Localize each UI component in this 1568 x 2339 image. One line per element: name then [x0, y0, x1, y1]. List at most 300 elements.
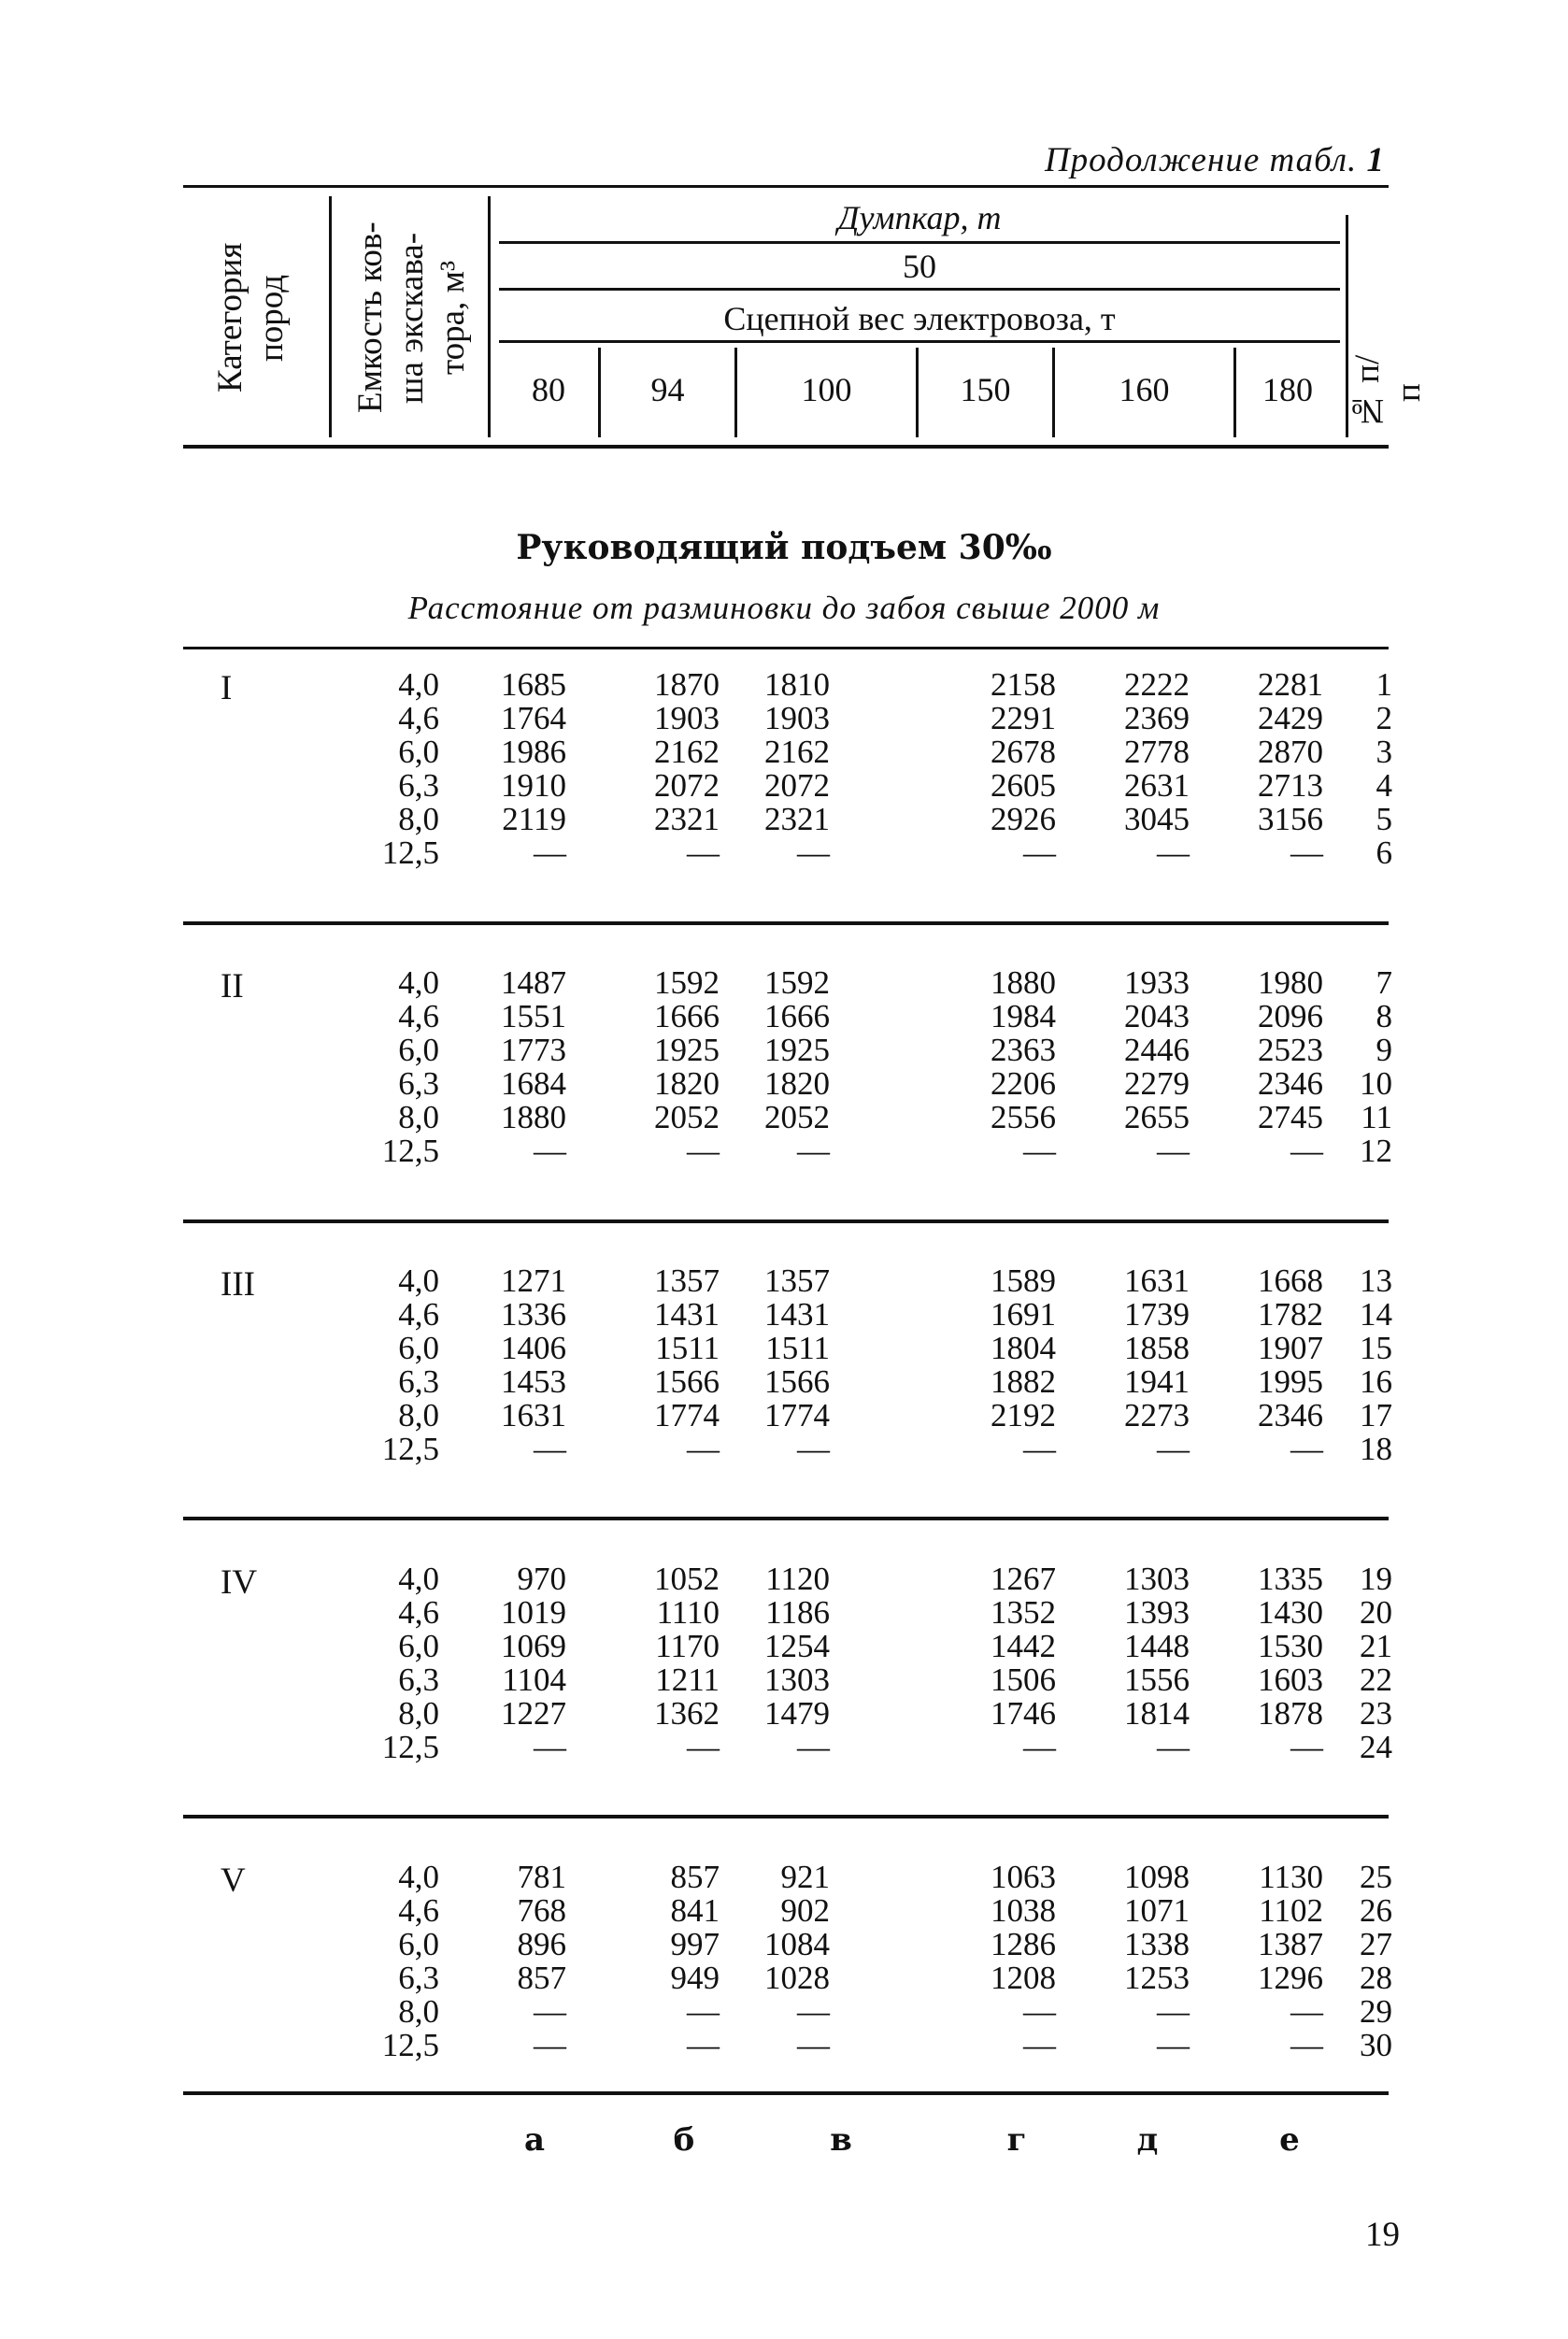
category-group [0, 1861, 1568, 2075]
table-cell: 2678 [991, 734, 1056, 770]
table-cell: 1254 [764, 1628, 830, 1664]
table-cell: 1746 [991, 1695, 1056, 1732]
table-cell: 1631 [501, 1397, 566, 1433]
table-cell: 6,0 [398, 1032, 439, 1068]
header-row-number: № п/п [1348, 354, 1428, 431]
table-cell: 1764 [501, 700, 566, 736]
table-cell: 1603 [1258, 1662, 1323, 1698]
table-cell: — [797, 1133, 830, 1169]
table-cell: 1120 [765, 1561, 830, 1597]
table-cell: 4,0 [398, 964, 439, 1001]
table-cell: 1208 [991, 1960, 1056, 1996]
table-cell: 2279 [1124, 1065, 1190, 1102]
table-cell: — [1023, 1133, 1056, 1169]
table-cell: 25 [1360, 1859, 1392, 1895]
table-cell: 1227 [501, 1695, 566, 1732]
table-cell: 3 [1376, 734, 1392, 770]
table-cell: 1903 [764, 700, 830, 736]
table-cell: 29 [1360, 1993, 1392, 2030]
table-cell: 1804 [991, 1330, 1056, 1366]
table-cell: 7 [1376, 964, 1392, 1001]
table-cell: 1211 [655, 1662, 720, 1698]
table-cell: 8,0 [398, 801, 439, 837]
table-cell: 2926 [991, 801, 1056, 837]
table-cell: — [687, 1133, 720, 1169]
value-column [671, 1861, 720, 2062]
table-cell: 1071 [1124, 1892, 1190, 1929]
table-cell: 12,5 [381, 1729, 439, 1765]
table-cell: — [1023, 1993, 1056, 2030]
table-cell: 1271 [501, 1262, 566, 1299]
table-cell: 1882 [991, 1363, 1056, 1400]
table-cell: 1691 [991, 1296, 1056, 1333]
table-cell: 1774 [654, 1397, 720, 1433]
table-cell: 768 [517, 1892, 566, 1929]
value-column [1258, 966, 1323, 1168]
table-cell: 4,0 [398, 1561, 439, 1597]
table-cell: 20 [1360, 1594, 1392, 1631]
table-cell: 1820 [654, 1065, 720, 1102]
table-cell: 6,3 [398, 767, 439, 804]
table-cell: 1878 [1258, 1695, 1323, 1732]
table-cell: 6 [1376, 834, 1392, 871]
value-column [991, 668, 1056, 870]
table-cell: 1530 [1258, 1628, 1323, 1664]
table-cell: 28 [1360, 1960, 1392, 1996]
continuation-caption [1045, 140, 1385, 180]
table-cell: — [1157, 1729, 1190, 1765]
table-cell: 1858 [1124, 1330, 1190, 1366]
row-number-column [1360, 1264, 1392, 1466]
table-cell: 2119 [502, 801, 566, 837]
table-cell: 1110 [656, 1594, 720, 1631]
table-cell: 1941 [1124, 1363, 1190, 1400]
table-cell: 1592 [654, 964, 720, 1001]
value-column [1258, 668, 1323, 870]
table-cell: 6,0 [398, 1628, 439, 1664]
table-cell: 6,0 [398, 1926, 439, 1962]
column-letter-v: в [830, 2121, 852, 2159]
header-category: Категория пород [211, 242, 291, 393]
table-cell: 902 [780, 1892, 830, 1929]
value-column [764, 1264, 830, 1466]
table-cell: 4,0 [398, 1859, 439, 1895]
table-cell: 2052 [654, 1099, 720, 1135]
table-cell: 8,0 [398, 1695, 439, 1732]
table-cell: 5 [1376, 801, 1392, 837]
table-cell: 1338 [1124, 1926, 1190, 1962]
group-rule-bottom [183, 2091, 1389, 2095]
table-cell: 1170 [655, 1628, 720, 1664]
table-cell: 1357 [654, 1262, 720, 1299]
table-cell: 1038 [991, 1892, 1056, 1929]
table-cell: 4,0 [398, 1262, 439, 1299]
table-cell: 921 [780, 1859, 830, 1895]
table-cell: 26 [1360, 1892, 1392, 1929]
group-rule-top [183, 647, 1389, 649]
header-dumpcar-label: Думпкар, т [837, 199, 1002, 236]
table-cell: — [797, 1993, 830, 2030]
category-label: I [221, 669, 233, 707]
table-cell: 970 [517, 1561, 566, 1597]
table-cell: 1739 [1124, 1296, 1190, 1333]
table-cell: — [534, 1993, 566, 2030]
table-cell: 2778 [1124, 734, 1190, 770]
value-column [654, 966, 720, 1168]
table-cell: 2631 [1124, 767, 1190, 804]
table-cell: 1685 [501, 666, 566, 703]
table-cell: 1880 [501, 1099, 566, 1135]
header-divider-1 [329, 196, 332, 437]
value-column [991, 1562, 1056, 1764]
table-cell: 2 [1376, 700, 1392, 736]
table-cell: 1995 [1258, 1363, 1323, 1400]
value-column [501, 668, 566, 870]
table-cell: 1296 [1258, 1960, 1323, 1996]
table-cell: 6,3 [398, 1363, 439, 1400]
section-subtitle: Расстояние от разминовки до забоя свыше 2000 м [407, 590, 1161, 626]
value-column [501, 1562, 566, 1764]
table-cell: 1782 [1258, 1296, 1323, 1333]
table-cell: 2158 [991, 666, 1056, 703]
table-cell: 2043 [1124, 998, 1190, 1034]
column-letter-a: а [523, 2121, 546, 2159]
header-weight-180: 180 [1262, 371, 1313, 408]
table-cell: 2363 [991, 1032, 1056, 1068]
row-number-column [1376, 668, 1393, 870]
table-cell: — [1290, 1729, 1323, 1765]
value-column [764, 1562, 830, 1764]
value-column [501, 1264, 566, 1466]
value-column [1258, 1264, 1323, 1466]
table-cell: 4 [1376, 767, 1392, 804]
continuation-number: 1 [1366, 141, 1385, 179]
value-column [518, 1861, 567, 2062]
header-weight-80: 80 [532, 371, 565, 408]
table-cell: — [1290, 834, 1323, 871]
table-cell: 12,5 [381, 2027, 439, 2063]
table-cell: 1431 [764, 1296, 830, 1333]
table-cell: — [534, 834, 566, 871]
table-cell: 6,0 [398, 734, 439, 770]
header-dumpcar [499, 198, 1340, 237]
table-cell: 1986 [501, 734, 566, 770]
table-cell: 1303 [764, 1662, 830, 1698]
table-cell: 17 [1360, 1397, 1392, 1433]
category-label: IV [221, 1563, 258, 1602]
table-cell: 896 [517, 1926, 566, 1962]
table-cell: — [1290, 2027, 1323, 2063]
table-cell: 1984 [991, 998, 1056, 1034]
table-cell: 2291 [991, 700, 1056, 736]
table-cell: 11 [1361, 1099, 1392, 1135]
table-cell: 1925 [764, 1032, 830, 1068]
table-cell: 1479 [764, 1695, 830, 1732]
table-cell: 1084 [764, 1926, 830, 1962]
category-label: III [221, 1265, 255, 1304]
capacity-column [382, 668, 439, 870]
table-cell: 2523 [1258, 1032, 1323, 1068]
value-column [1258, 1861, 1323, 2062]
value-column [1124, 1861, 1190, 2062]
table-cell: — [1023, 2027, 1056, 2063]
table-cell: 1487 [501, 964, 566, 1001]
table-cell: 19 [1360, 1561, 1392, 1597]
table-cell: 1592 [764, 964, 830, 1001]
table-cell: 24 [1360, 1729, 1392, 1765]
table-cell: 4,6 [398, 1296, 439, 1333]
table-cell: 1063 [991, 1859, 1056, 1895]
table-cell: — [797, 2027, 830, 2063]
table-cell: 1684 [501, 1065, 566, 1102]
header-weight-150: 150 [960, 371, 1011, 408]
table-cell: 1668 [1258, 1262, 1323, 1299]
table-cell: — [1157, 1993, 1190, 2030]
value-column [654, 1562, 720, 1764]
table-cell: — [534, 1729, 566, 1765]
table-cell: 2713 [1258, 767, 1323, 804]
table-cell: 1880 [991, 964, 1056, 1001]
table-cell: 22 [1360, 1662, 1392, 1698]
table-cell: 2556 [991, 1099, 1056, 1135]
header-dumpcar-value: 50 [903, 248, 936, 285]
group-rule-2 [183, 1219, 1389, 1223]
table-cell: — [687, 2027, 720, 2063]
table-cell: 2446 [1124, 1032, 1190, 1068]
table-cell: 3045 [1124, 801, 1190, 837]
capacity-column [382, 966, 439, 1168]
value-column [1124, 1264, 1190, 1466]
table-cell: 30 [1360, 2027, 1392, 2063]
header-weight-94: 94 [650, 371, 685, 408]
category-group [0, 966, 1568, 1181]
row-number-column [1360, 966, 1392, 1168]
capacity-column [382, 1861, 439, 2062]
table-cell: 1028 [764, 1960, 830, 1996]
category-group [0, 1562, 1568, 1777]
table-cell: 4,6 [398, 1892, 439, 1929]
table-cell: 1666 [654, 998, 720, 1034]
value-column [501, 966, 566, 1168]
table-cell: 12,5 [381, 1431, 439, 1467]
table-cell: 1102 [1259, 1892, 1323, 1929]
table-cell: 1810 [764, 666, 830, 703]
table-cell: 2072 [654, 767, 720, 804]
table-cell: 8,0 [398, 1993, 439, 2030]
table-cell: — [797, 1729, 830, 1765]
table-cell: 15 [1360, 1330, 1392, 1366]
table-cell: 1069 [501, 1628, 566, 1664]
table-cell: 14 [1360, 1296, 1392, 1333]
table-cell: 1442 [991, 1628, 1056, 1664]
table-cell: 6,3 [398, 1065, 439, 1102]
table-cell: 1556 [1124, 1662, 1190, 1698]
table-cell: 2052 [764, 1099, 830, 1135]
table-cell: 1566 [764, 1363, 830, 1400]
table-cell: — [687, 1729, 720, 1765]
table-cell: — [797, 1431, 830, 1467]
table-cell: — [687, 1431, 720, 1467]
table-cell: 1362 [654, 1695, 720, 1732]
value-column [1124, 966, 1190, 1168]
column-letter-d: д [1136, 2121, 1159, 2159]
table-cell: 1933 [1124, 964, 1190, 1001]
value-column [654, 668, 720, 870]
table-cell: 2192 [991, 1397, 1056, 1433]
table-cell: 841 [670, 1892, 720, 1929]
table-cell: 1357 [764, 1262, 830, 1299]
table-cell: 3156 [1258, 801, 1323, 837]
table-cell: 1267 [991, 1561, 1056, 1597]
table-cell: — [797, 834, 830, 871]
group-rule-4 [183, 1815, 1389, 1818]
table-cell: — [1023, 834, 1056, 871]
table-cell: — [1157, 834, 1190, 871]
table-cell: 2429 [1258, 700, 1323, 736]
table-cell: 4,6 [398, 998, 439, 1034]
capacity-column [382, 1264, 439, 1466]
value-column [991, 1861, 1056, 2062]
table-cell: 13 [1360, 1262, 1392, 1299]
table-cell: 10 [1360, 1065, 1392, 1102]
table-cell: 949 [670, 1960, 720, 1996]
category-label: V [221, 1861, 246, 1900]
table-cell: 8,0 [398, 1397, 439, 1433]
value-column [764, 668, 830, 870]
table-cell: 21 [1360, 1628, 1392, 1664]
table-cell: 2273 [1124, 1397, 1190, 1433]
table-cell: — [534, 2027, 566, 2063]
header-divider-2 [488, 196, 491, 437]
column-letter-b: б [673, 2121, 695, 2159]
table-cell: 1453 [501, 1363, 566, 1400]
table-cell: 1925 [654, 1032, 720, 1068]
table-cell: — [687, 834, 720, 871]
table-cell: 1430 [1258, 1594, 1323, 1631]
table-cell: 2605 [991, 767, 1056, 804]
page-number: 19 [1365, 2216, 1400, 2254]
table-cell: 1820 [764, 1065, 830, 1102]
table-cell: — [534, 1133, 566, 1169]
table-cell: 1511 [655, 1330, 720, 1366]
table-cell: — [1023, 1431, 1056, 1467]
table-cell: 857 [670, 1859, 720, 1895]
table-cell: 2745 [1258, 1099, 1323, 1135]
table-cell: 2222 [1124, 666, 1190, 703]
table-cell: 1303 [1124, 1561, 1190, 1597]
table-cell: 1589 [991, 1262, 1056, 1299]
table-cell: 1406 [501, 1330, 566, 1366]
table-cell: 6,3 [398, 1662, 439, 1698]
category-group [0, 668, 1568, 883]
table-cell: 1511 [765, 1330, 830, 1366]
table-cell: 1098 [1124, 1859, 1190, 1895]
row-number-column [1360, 1861, 1392, 2062]
category-label: II [221, 967, 244, 1005]
table-cell: 1903 [654, 700, 720, 736]
table-cell: 1666 [764, 998, 830, 1034]
table-cell: 6,0 [398, 1330, 439, 1366]
table-cell: 2281 [1258, 666, 1323, 703]
header-weight-160: 160 [1119, 371, 1170, 408]
table-cell: 2206 [991, 1065, 1056, 1102]
value-column [1124, 1562, 1190, 1764]
table-cell: 1814 [1124, 1695, 1190, 1732]
table-cell: 27 [1360, 1926, 1392, 1962]
table-cell: 1773 [501, 1032, 566, 1068]
table-cell: 1335 [1258, 1561, 1323, 1597]
table-cell: — [1290, 1993, 1323, 2030]
table-cell: 1448 [1124, 1628, 1190, 1664]
table-cell: 1870 [654, 666, 720, 703]
column-letter-g: г [1006, 2121, 1027, 2159]
table-cell: 1907 [1258, 1330, 1323, 1366]
table-cell: 1336 [501, 1296, 566, 1333]
table-cell: 1253 [1124, 1960, 1190, 1996]
table-cell: 2346 [1258, 1397, 1323, 1433]
table-cell: 12,5 [381, 1133, 439, 1169]
header-bucket-capacity: Емкость ков- ша экскава- тора, м³ [351, 221, 472, 414]
table-cell: 8 [1376, 998, 1392, 1034]
table-cell: 2655 [1124, 1099, 1190, 1135]
dumpcar-rule [499, 241, 1340, 244]
table-cell: 1393 [1124, 1594, 1190, 1631]
table-cell: 9 [1376, 1032, 1392, 1068]
table-cell: 23 [1360, 1695, 1392, 1732]
table-cell: — [1023, 1729, 1056, 1765]
header-bottom-rule [183, 445, 1389, 449]
table-cell: 1286 [991, 1926, 1056, 1962]
table-cell: 8,0 [398, 1099, 439, 1135]
table-cell: 1980 [1258, 964, 1323, 1001]
table-cell: 2369 [1124, 700, 1190, 736]
continuation-text: Продолжение табл. [1044, 141, 1358, 179]
value-column [1124, 668, 1190, 870]
capacity-column [382, 1562, 439, 1764]
category-group [0, 1264, 1568, 1479]
value-column [991, 966, 1056, 1168]
table-cell: 1352 [991, 1594, 1056, 1631]
table-cell: 1910 [501, 767, 566, 804]
header-top-rule [183, 185, 1389, 188]
header-weight: Сцепной вес электровоза, т [723, 300, 1116, 337]
table-cell: — [534, 1431, 566, 1467]
value-column [991, 1264, 1056, 1466]
table-cell: — [1157, 1431, 1190, 1467]
dumpcar-value-rule [499, 288, 1340, 291]
table-cell: 1019 [501, 1594, 566, 1631]
table-cell: — [1290, 1133, 1323, 1169]
value-column [1258, 1562, 1323, 1764]
table-cell: 1387 [1258, 1926, 1323, 1962]
table-cell: 2321 [654, 801, 720, 837]
column-letter-e: е [1279, 2121, 1300, 2159]
table-cell: 997 [670, 1926, 720, 1962]
table-cell: 1186 [765, 1594, 830, 1631]
table-cell: 1566 [654, 1363, 720, 1400]
table-cell: 4,0 [398, 666, 439, 703]
table-cell: 781 [517, 1859, 566, 1895]
table-cell: 1774 [764, 1397, 830, 1433]
table-cell: 1551 [501, 998, 566, 1034]
value-column [764, 966, 830, 1168]
table-cell: 18 [1360, 1431, 1392, 1467]
table-cell: — [1157, 2027, 1190, 2063]
table-cell: 1 [1376, 666, 1392, 703]
table-cell: 2162 [764, 734, 830, 770]
table-cell: 2072 [764, 767, 830, 804]
group-rule-3 [183, 1517, 1389, 1520]
